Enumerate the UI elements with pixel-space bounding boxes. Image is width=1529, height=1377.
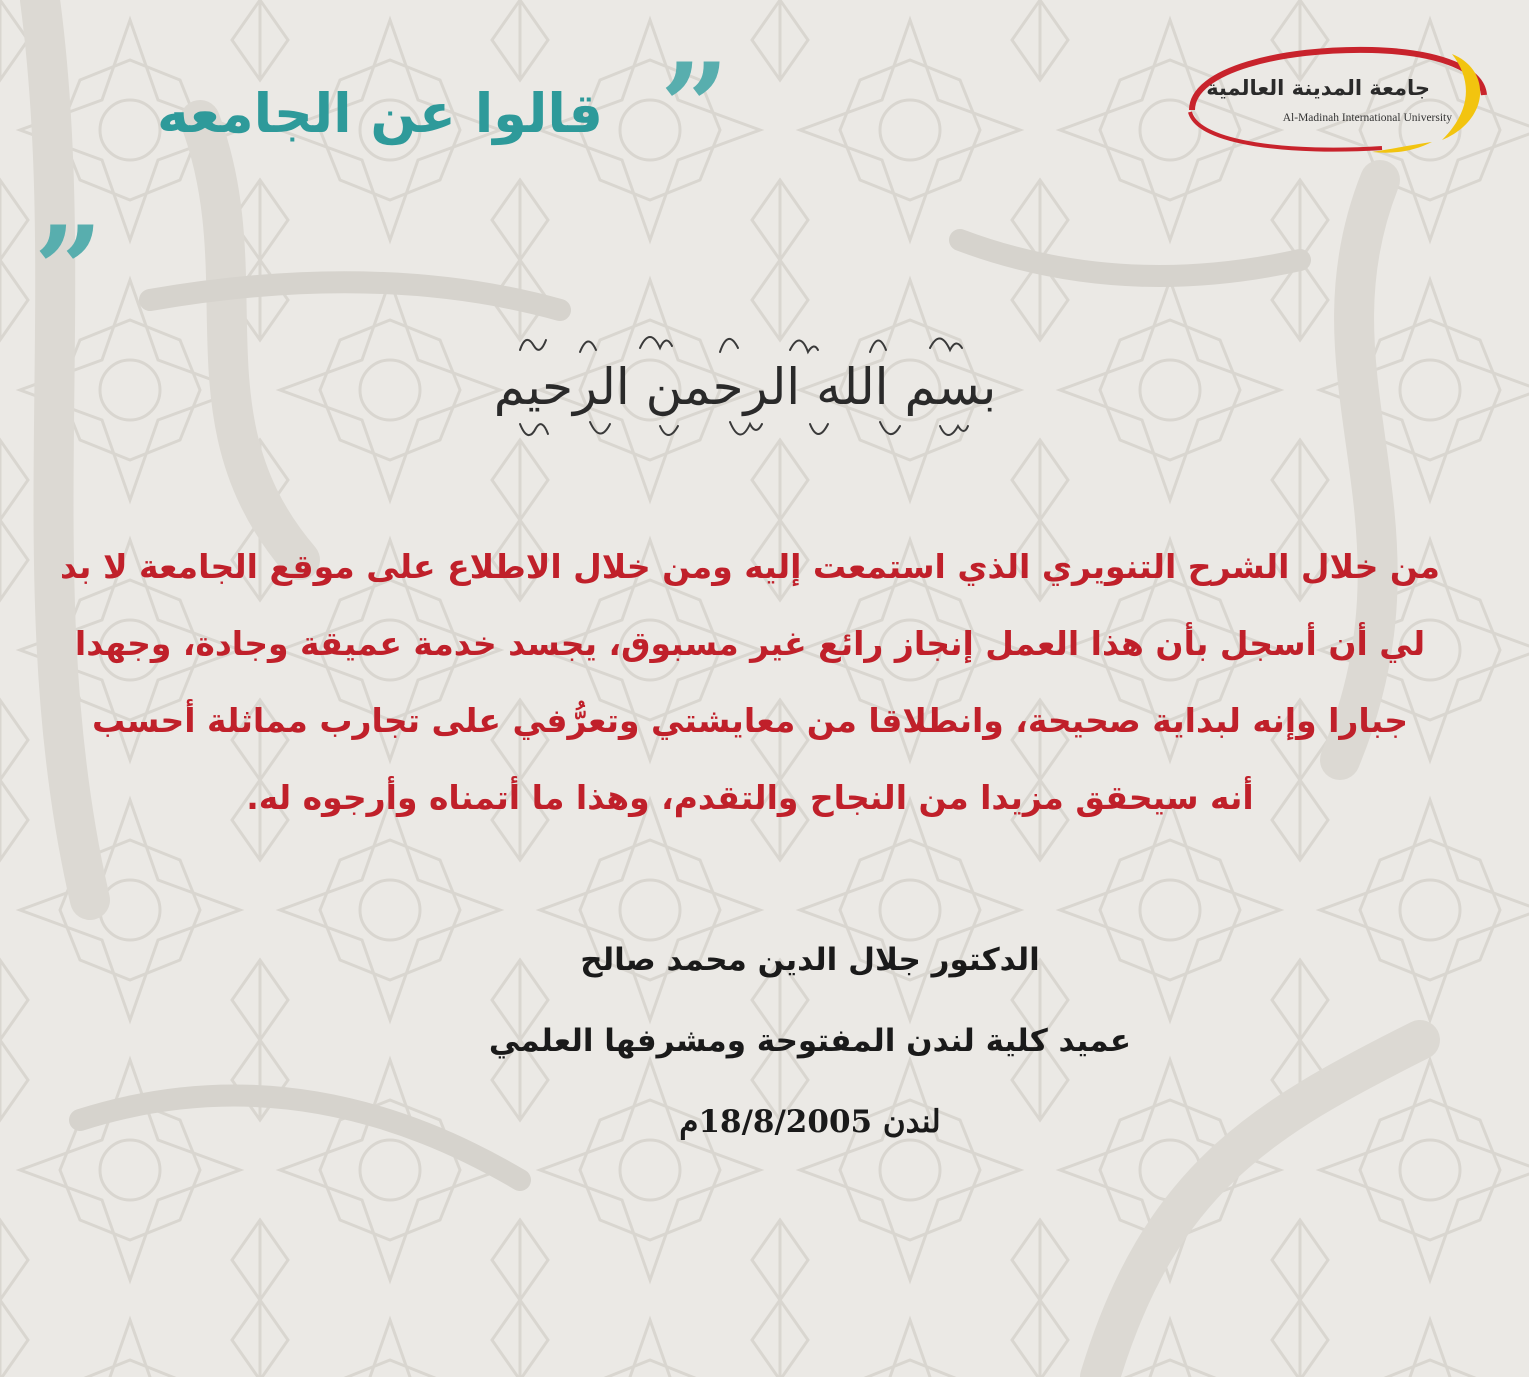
testimonial-line: أنه سيحقق مزيدا من النجاح والتقدم، وهذا ما أتمناه وأرجوه له. xyxy=(246,778,1254,817)
university-logo xyxy=(1172,40,1492,160)
signer-name: الدكتور جلال الدين محمد صالح xyxy=(580,942,1040,978)
closing-quote-mark: „ xyxy=(36,131,106,272)
logo-emblem xyxy=(1172,40,1492,160)
testimonial-line: لي أن أسجل بأن هذا العمل إنجاز رائع غير مسبوق، يجسد خدمة عميقة وجادة، وجهدا xyxy=(74,624,1426,663)
basmala-ornament-bottom xyxy=(490,416,1000,452)
signature-place-date: لندن 18/8/2005م xyxy=(679,1104,941,1140)
opening-quote-mark: ” xyxy=(660,37,730,178)
basmala-text: بسم الله الرحمن الرحيم xyxy=(493,358,997,416)
page-title: قالوا عن الجامعه xyxy=(156,82,603,145)
testimonial-line: من خلال الشرح التنويري الذي استمعت إليه ومن خلال الاطلاع على موقع الجامعة لا بد xyxy=(60,547,1440,586)
signature-block xyxy=(260,920,1360,1163)
basmala-ornament-top xyxy=(490,322,1000,358)
signer-position: عميد كلية لندن المفتوحة ومشرفها العلمي xyxy=(488,1023,1132,1059)
logo-arabic-name: جامعة المدينة العالمية xyxy=(1206,76,1430,100)
basmala xyxy=(490,322,1000,452)
testimonial-text xyxy=(30,528,1470,836)
testimonial-line: جبارا وإنه لبداية صحيحة، وانطلاقا من معايشتي وتعرُّفي على تجارب مماثلة أحسب xyxy=(91,701,1409,740)
logo-english-name: Al-Madinah International University xyxy=(1282,112,1452,124)
